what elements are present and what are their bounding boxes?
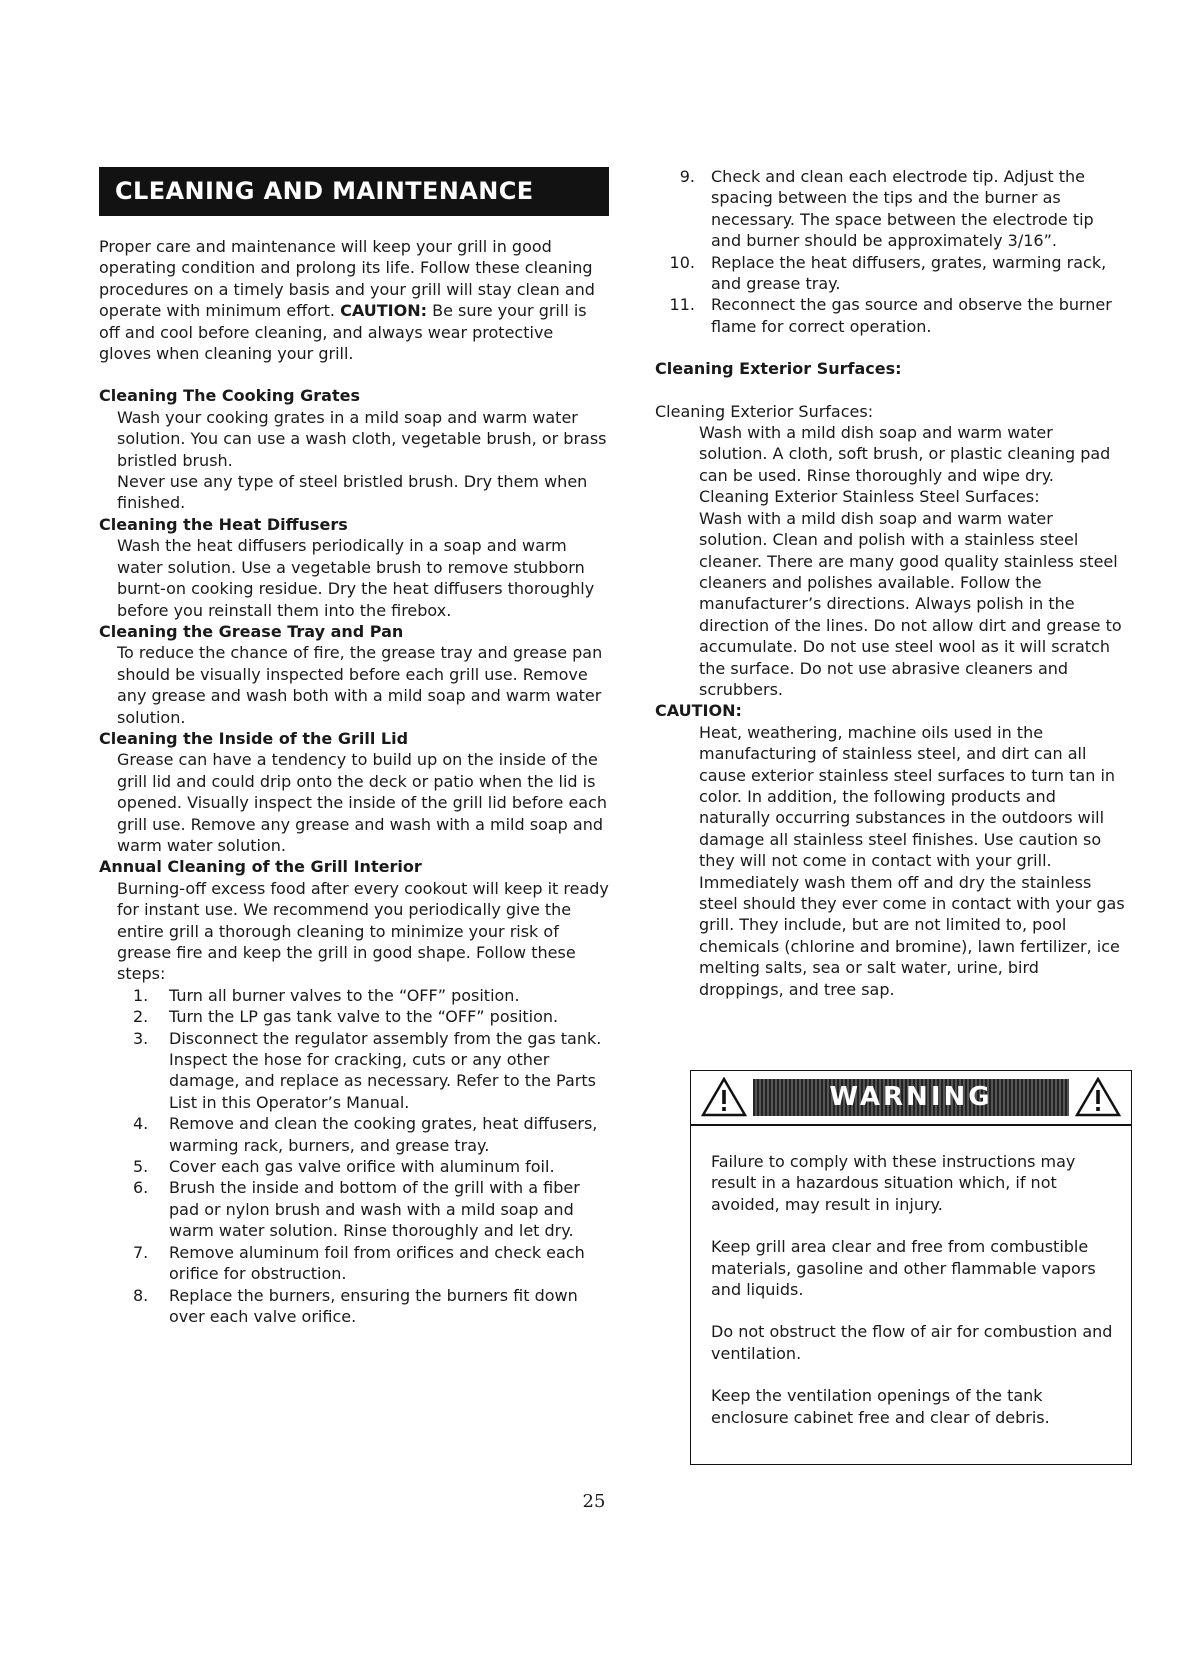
right-column xyxy=(655,166,1125,1000)
step-number: 9. xyxy=(679,167,695,186)
heading-heat-diffusers: Cleaning the Heat Diffusers xyxy=(99,514,348,534)
exterior-subtitle: Cleaning Exterior Surfaces: xyxy=(655,401,874,421)
step-text: Cover each gas valve orifice with aluminum foil. xyxy=(169,1157,555,1177)
grease-text: To reduce the chance of fire, the grease tray and grease pan should be visually inspected before each grill use. Remove any grease and wash both with a mild soap and warm water solution. xyxy=(117,643,603,727)
list-item xyxy=(99,1177,609,1241)
warning-triangle-icon xyxy=(701,1077,747,1117)
list-item xyxy=(99,985,609,1006)
caution-label: CAUTION: xyxy=(340,301,427,321)
warning-paragraph: Failure to comply with these instructions may result in a hazardous situation which, if not avoided, may result in injury. xyxy=(711,1152,1076,1214)
exterior-text: Wash with a mild dish soap and warm water solution. A cloth, soft brush, or plastic cleaning pad can be used. Rinse thoroughly and wipe dry. xyxy=(699,423,1111,485)
step-number: 4. xyxy=(133,1114,149,1134)
lid-text: Grease can have a tendency to build up on the inside of the grill lid and could drip onto the deck or patio when the lid is opened. Visually inspect the inside of the grill lid before each grill use. Remove any grease and wash with a mild soap and warm water solution. xyxy=(117,750,608,855)
step-number: 2. xyxy=(133,1007,149,1027)
step-number: 11. xyxy=(669,295,695,315)
step-text: Replace the burners, ensuring the burners fit down over each valve orifice. xyxy=(169,1285,578,1326)
warning-paragraph: Do not obstruct the flow of air for combustion and ventilation. xyxy=(711,1322,1113,1363)
step-number: 7. xyxy=(133,1242,149,1262)
warning-header xyxy=(691,1071,1131,1126)
diffusers-text: Wash the heat diffusers periodically in a soap and warm water solution. Use a vegetable brush to remove stubborn burnt-on cooking residue. Dry the heat diffusers thoroughly before you reinstall them into the firebox. xyxy=(117,536,595,620)
steps-list-continued xyxy=(655,166,1125,337)
step-text: Check and clean each electrode tip. Adjust the spacing between the tips and the burner as necessary. The space between the electrode tip and burner should be approximately 3/16”. xyxy=(711,167,1094,251)
list-item xyxy=(99,1113,609,1156)
list-item xyxy=(655,252,1125,295)
heading-cooking-grates: Cleaning The Cooking Grates xyxy=(99,386,360,406)
stainless-subtitle: Cleaning Exterior Stainless Steel Surfaces: xyxy=(699,487,1040,507)
annual-text: Burning-off excess food after every cookout will keep it ready for instant use. We recommend you periodically give the entire grill a thorough cleaning to minimize your risk of grease fire and keep the grill in good shape. Follow these steps: xyxy=(117,878,609,984)
intro-text: Proper care and maintenance will keep your grill in good operating condition and prolong its life. Follow these cleaning procedures on a timely basis and your grill will stay clean and operate with minimum effort. xyxy=(99,237,595,321)
list-item xyxy=(99,1028,609,1114)
step-number: 10. xyxy=(669,252,695,272)
warning-body xyxy=(711,1151,1115,1449)
step-text: Remove and clean the cooking grates, heat diffusers, warming rack, burners, and grease tray. xyxy=(169,1114,598,1155)
caution-text: Be sure your grill is off and cool before cleaning, and always wear protective gloves when cleaning your grill. xyxy=(99,301,587,364)
list-item xyxy=(655,294,1125,337)
list-item xyxy=(99,1242,609,1285)
step-text: Replace the heat diffusers, grates, warming rack, and grease tray. xyxy=(711,252,1107,294)
warning-box xyxy=(690,1070,1132,1465)
heading-exterior: Cleaning Exterior Surfaces: xyxy=(655,359,902,379)
warning-label: WARNING xyxy=(753,1079,1069,1116)
step-text: Reconnect the gas source and observe the burner flame for correct operation. xyxy=(711,295,1112,336)
warning-triangle-icon xyxy=(1075,1077,1121,1117)
heading-annual-cleaning: Annual Cleaning of the Grill Interior xyxy=(99,857,422,877)
grates-text-2: Never use any type of steel bristled brush. Dry them when finished. xyxy=(117,472,588,513)
left-column xyxy=(99,236,609,1327)
warning-paragraph: Keep the ventilation openings of the tank enclosure cabinet free and clear of debris. xyxy=(711,1386,1050,1427)
step-text: Brush the inside and bottom of the grill with a fiber pad or nylon brush and wash with a mild soap and warm water solution. Rinse thoroughly and let dry. xyxy=(169,1178,580,1241)
section-title-banner: CLEANING AND MAINTENANCE xyxy=(99,167,609,216)
step-number: 3. xyxy=(133,1028,149,1048)
step-number: 1. xyxy=(133,985,149,1005)
step-text: Disconnect the regulator assembly from the gas tank. Inspect the hose for cracking, cuts or any other damage, and replace as necessary. Refer to the Parts List in this Operator’s Manual. xyxy=(169,1028,602,1112)
step-text: Remove aluminum foil from orifices and check each orifice for obstruction. xyxy=(169,1242,585,1284)
step-text: Turn the LP gas tank valve to the “OFF” position. xyxy=(169,1007,559,1027)
list-item xyxy=(99,1285,609,1328)
stainless-text: Wash with a mild dish soap and warm water solution. Clean and polish with a stainless steel cleaner. There are many good quality stainless steel cleaners and polishes available. Follow the manufacturer’s directions. Always polish in the direction of the lines. Do not allow dirt and grease to accumulate. Do not use steel wool as it will scratch the surface. Do not use abrasive cleaners and scrubbers. xyxy=(699,508,1122,699)
exterior-caution-text: Heat, weathering, machine oils used in the manufacturing of stainless steel, and dirt can all cause exterior stainless steel surfaces to turn tan in color. In addition, the following products and naturally occurring substances in the outdoors will damage all stainless steel finishes. Use caution so they will not come in contact with your grill. Immediately wash them off and dry the stainless steel should they ever come in contact with your gas grill. They include, but are not limited to, pool chemicals (chlorine and bromine), lawn fertilizer, ice melting salts, sea or salt water, urine, bird droppings, and tree sap. xyxy=(699,722,1125,999)
step-number: 5. xyxy=(133,1157,149,1177)
step-number: 6. xyxy=(133,1178,149,1198)
grates-text: Wash your cooking grates in a mild soap and warm water solution. You can use a wash cloth, vegetable brush, or brass bristled brush. xyxy=(117,407,607,470)
heading-grease-tray: Cleaning the Grease Tray and Pan xyxy=(99,621,404,641)
steps-list xyxy=(99,985,609,1328)
heading-grill-lid: Cleaning the Inside of the Grill Lid xyxy=(99,728,409,748)
list-item xyxy=(655,166,1125,252)
intro-paragraph xyxy=(99,236,609,364)
exterior-caution-label: CAUTION: xyxy=(655,701,742,721)
list-item xyxy=(99,1006,609,1027)
list-item xyxy=(99,1156,609,1177)
warning-paragraph: Keep grill area clear and free from combustible materials, gasoline and other flammable vapors and liquids. xyxy=(711,1237,1096,1300)
page-number: 25 xyxy=(582,1491,606,1512)
step-number: 8. xyxy=(133,1285,149,1305)
step-text: Turn all burner valves to the “OFF” position. xyxy=(169,985,520,1005)
